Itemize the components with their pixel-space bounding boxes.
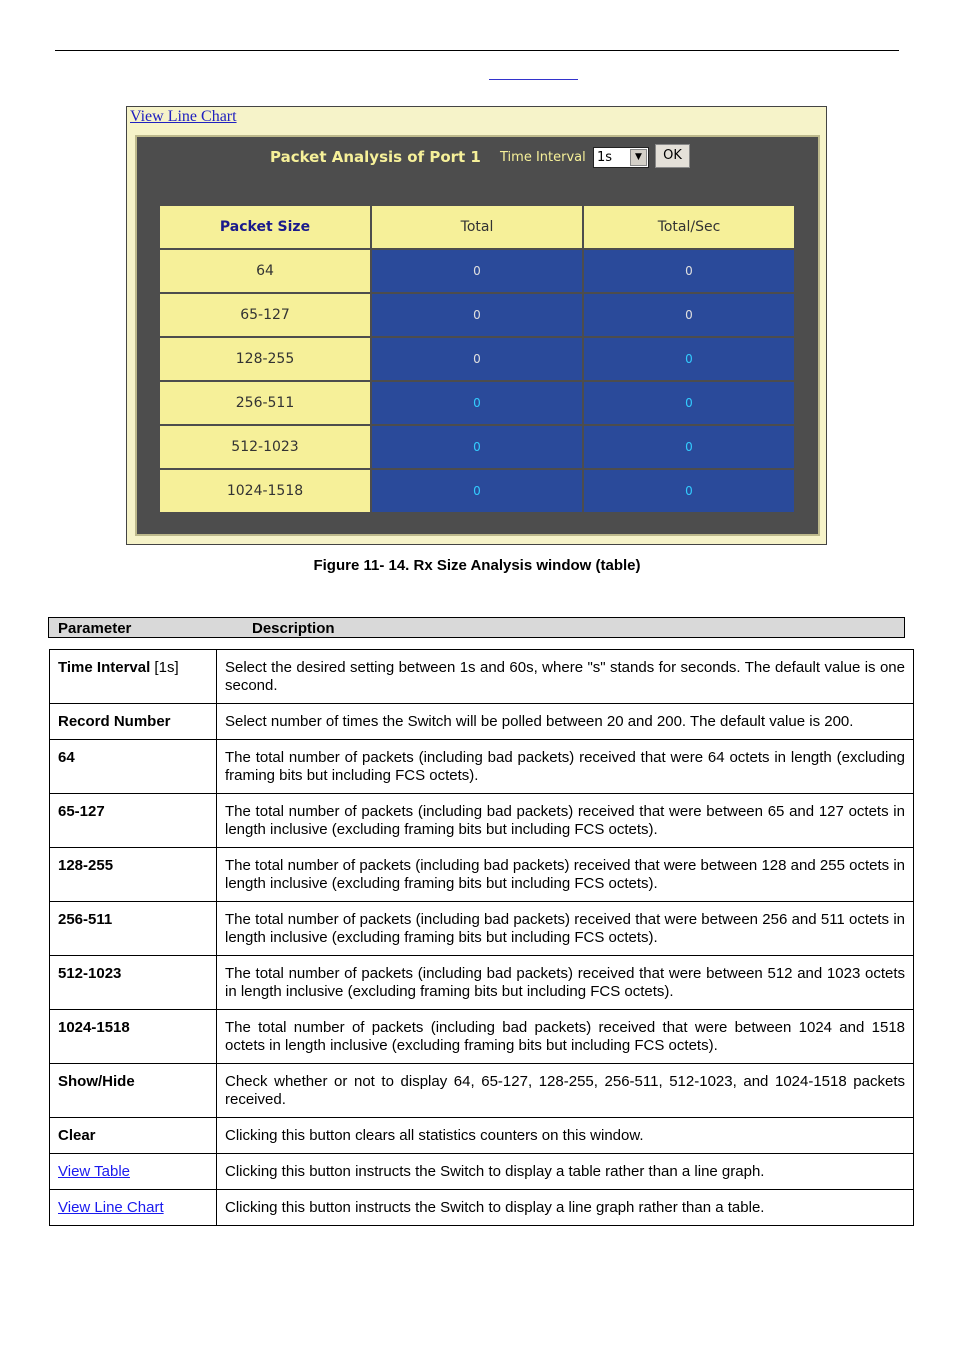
table-row [50,650,914,704]
total-sec-cell: 0 [584,338,794,380]
table-row [50,794,914,848]
total-cell: 0 [372,294,582,336]
desc-cell: The total number of packets (including bad packets) received that were between 512 and 1023 octets in length inclusive (excluding framing bits but including FCS octets). [217,956,914,1010]
param-cell: 128-255 [50,848,217,902]
header-description: Description [252,620,335,637]
chevron-down-icon[interactable]: ▼ [630,149,647,166]
param-cell: 65-127 [50,794,217,848]
header-packet-size: Packet Size [160,206,370,248]
panel-title: Packet Analysis of Port 1 [270,148,481,166]
header-link-underline [489,79,578,80]
param-cell: 512-1023 [50,956,217,1010]
param-cell: 1024-1518 [50,1010,217,1064]
total-cell: 0 [372,338,582,380]
table-row [50,740,914,794]
total-cell: 0 [372,382,582,424]
param-cell: 64 [50,740,217,794]
table-row [50,1064,914,1118]
table-row [160,382,794,424]
param-default: [1s] [150,659,179,676]
header-parameter: Parameter [58,620,132,637]
time-interval-value: 1s [597,150,613,165]
param-cell [50,650,217,704]
desc-cell: Select number of times the Switch will be polled between 20 and 200. The default value is 200. [217,704,914,740]
view-table-link[interactable]: View Table [58,1163,130,1180]
packet-size-cell: 128-255 [160,338,370,380]
table-row [50,1010,914,1064]
time-interval-select[interactable] [593,147,649,168]
total-sec-cell: 0 [584,382,794,424]
table-row [50,1190,914,1226]
param-cell [50,1190,217,1226]
total-sec-cell: 0 [584,294,794,336]
figure-caption: Figure 11- 14. Rx Size Analysis window (table) [313,557,641,574]
packet-size-cell: 64 [160,250,370,292]
table-row [160,338,794,380]
table-row [160,294,794,336]
time-interval-label: Time Interval [500,150,586,165]
table-row [50,848,914,902]
rx-size-analysis-screenshot [126,106,827,545]
ok-button[interactable]: OK [655,144,690,168]
desc-cell: The total number of packets (including bad packets) received that were 64 octets in length (excluding framing bits but including FCS octets). [217,740,914,794]
desc-cell: Check whether or not to display 64, 65-127, 128-255, 256-511, 512-1023, and 1024-1518 packets received. [217,1064,914,1118]
desc-cell: The total number of packets (including bad packets) received that were between 65 and 127 octets in length inclusive (excluding framing bits but including FCS octets). [217,794,914,848]
param-cell: Clear [50,1118,217,1154]
total-cell: 0 [372,470,582,512]
desc-cell: Clicking this button instructs the Switch to display a line graph rather than a table. [217,1190,914,1226]
desc-cell: The total number of packets (including bad packets) received that were between 128 and 255 octets in length inclusive (excluding framing bits but including FCS octets). [217,848,914,902]
param-cell [50,1154,217,1190]
parameter-description-table [49,649,914,1226]
table-row [50,902,914,956]
param-cell: Show/Hide [50,1064,217,1118]
table-row [160,470,794,512]
param-cell: Record Number [50,704,217,740]
table-row [50,956,914,1010]
desc-cell: Clicking this button instructs the Switch to display a table rather than a line graph. [217,1154,914,1190]
total-sec-cell: 0 [584,250,794,292]
parameter-table-header [48,617,905,638]
packet-analysis-panel [135,135,820,536]
packet-size-cell: 65-127 [160,294,370,336]
view-line-chart-link[interactable]: View Line Chart [130,108,237,125]
total-cell: 0 [372,250,582,292]
packet-size-cell: 256-511 [160,382,370,424]
packet-size-table [158,204,796,514]
total-sec-cell: 0 [584,426,794,468]
packet-size-cell: 512-1023 [160,426,370,468]
desc-cell: The total number of packets (including bad packets) received that were between 1024 and 1518 octets in length inclusive (excluding framing bits but including FCS octets). [217,1010,914,1064]
desc-cell: The total number of packets (including bad packets) received that were between 256 and 511 octets in length inclusive (excluding framing bits but including FCS octets). [217,902,914,956]
desc-cell: Clicking this button clears all statistics counters on this window. [217,1118,914,1154]
table-row [50,1154,914,1190]
view-line-chart-doc-link[interactable]: View Line Chart [58,1199,164,1216]
header-total: Total [372,206,582,248]
table-row [160,250,794,292]
table-row [160,426,794,468]
param-name: Time Interval [58,659,151,676]
total-sec-cell: 0 [584,470,794,512]
packet-size-cell: 1024-1518 [160,470,370,512]
header-rule [55,50,899,51]
table-row [50,704,914,740]
header-total-sec: Total/Sec [584,206,794,248]
desc-cell: Select the desired setting between 1s and 60s, where "s" stands for seconds. The default value is one second. [217,650,914,704]
param-cell: 256-511 [50,902,217,956]
table-header-row [160,206,794,248]
table-row [50,1118,914,1154]
total-cell: 0 [372,426,582,468]
